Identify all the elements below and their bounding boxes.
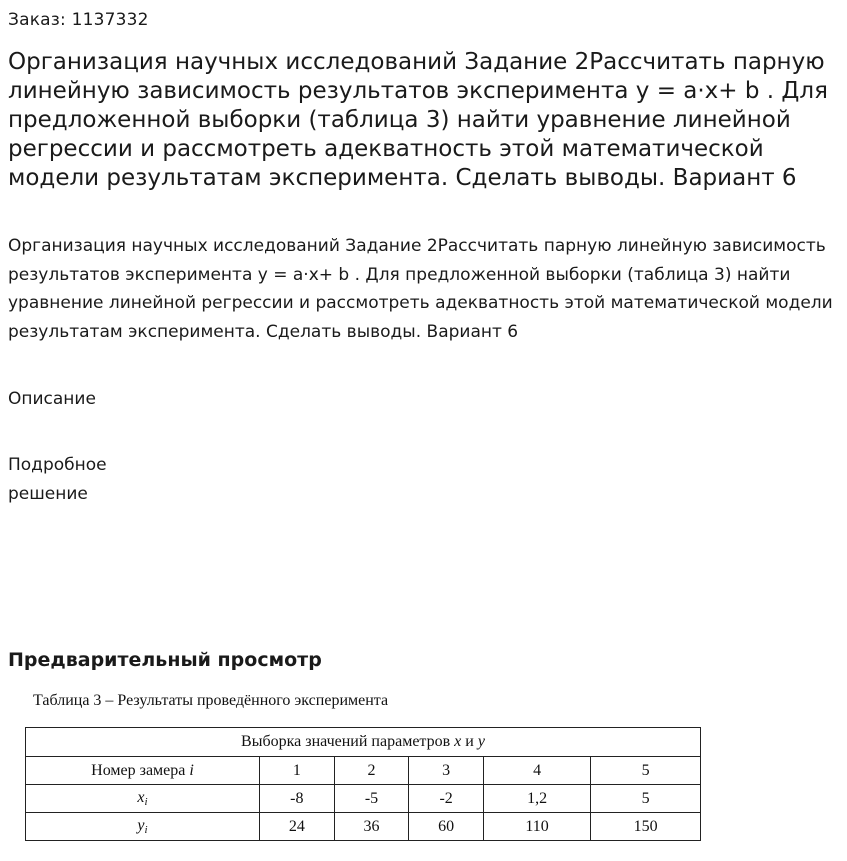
table-caption: Таблица 3 – Результаты проведённого эксперимента [33, 692, 389, 709]
table-header-text: Выборка значений параметров [241, 733, 451, 750]
table-cell: -5 [334, 785, 409, 813]
table-header-x: x [454, 733, 462, 750]
table-row [26, 757, 701, 785]
table-cell: 5 [591, 757, 701, 785]
row-label-number [26, 757, 260, 785]
table-cell: 36 [334, 813, 409, 841]
table-row [26, 813, 701, 841]
solution-label: Подробное решение [8, 455, 107, 504]
table-header-y: y [477, 733, 485, 750]
preview-heading: Предварительный просмотр [8, 649, 322, 671]
page-title: Организация научных исследований Задание 2Рассчитать парную линейную зависимость результатов эксперимента y = a·x+ b . Для предложенной выборки (таблица 3) найти уравнение линейной регрессии и рассмотреть адекватность этой математической модели результатам эксперимента. Сделать выводы. Вариант 6 [8, 49, 828, 191]
row-label-x-sub: i [144, 796, 148, 808]
table-cell: 60 [409, 813, 484, 841]
row-label-y-sub: i [144, 824, 148, 836]
table-cell: 24 [260, 813, 335, 841]
order-number: Заказ: 1137332 [8, 10, 149, 30]
table-cell: 2 [334, 757, 409, 785]
row-label-y [26, 813, 260, 841]
table-cell: 4 [483, 757, 590, 785]
description-label: Описание [8, 389, 96, 409]
table-cell: 1 [260, 757, 335, 785]
table-cell: -2 [409, 785, 484, 813]
table-header-and: и [465, 733, 474, 750]
table-cell: 1,2 [483, 785, 590, 813]
table-row [26, 785, 701, 813]
table-header-cell [26, 728, 701, 757]
row-label-x-var: x [137, 789, 145, 806]
task-description: Организация научных исследований Задание 2Рассчитать парную линейную зависимость результатов эксперимента y = a·x+ b . Для предложенной выборки (таблица 3) найти уравнение линейной регрессии и рассмотреть адекватность этой математической модели результатам эксперимента. Сделать выводы. Вариант 6 [8, 236, 833, 342]
table-cell: 110 [483, 813, 590, 841]
row-label-number-var: i [189, 761, 194, 779]
table-cell: 150 [591, 813, 701, 841]
table-cell: 3 [409, 757, 484, 785]
table-cell: -8 [260, 785, 335, 813]
row-label-x [26, 785, 260, 813]
row-label-y-var: y [137, 817, 145, 834]
table-cell: 5 [591, 785, 701, 813]
row-label-number-text: Номер замера [91, 761, 186, 779]
table-header-row [26, 728, 701, 757]
results-table [25, 727, 701, 841]
